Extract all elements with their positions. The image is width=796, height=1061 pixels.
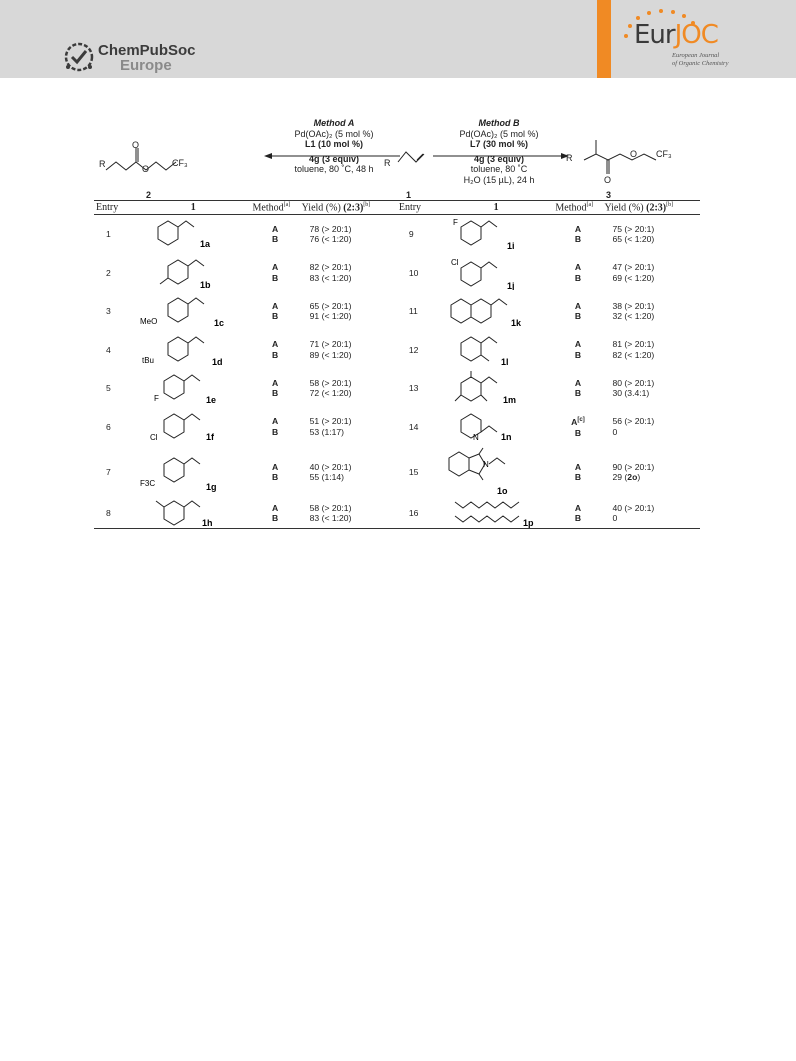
- r-label-center: R: [384, 158, 391, 168]
- o-label-left: O: [142, 164, 150, 174]
- yield-cell: [602, 446, 700, 498]
- col-entry-left: Entry: [94, 201, 136, 215]
- o-label-left-top: O: [132, 140, 140, 150]
- table-row: [94, 446, 700, 498]
- yield-a: 58 (> 20:1): [309, 377, 352, 388]
- substrate-structure: [439, 369, 553, 408]
- entry-number: 8: [94, 498, 136, 529]
- method-cell: [251, 215, 300, 254]
- yield-cell: [602, 498, 700, 529]
- yield-b-compound: 2o: [627, 472, 638, 482]
- yield-a: 82 (> 20:1): [309, 262, 352, 273]
- yield-cell: [602, 254, 700, 293]
- method-a: A: [574, 300, 582, 311]
- method-cell: [553, 408, 602, 447]
- substituent-label: Cl: [450, 257, 459, 267]
- method-cell: [251, 408, 300, 447]
- o-label-right-bottom: O: [604, 175, 612, 185]
- compound-label: 1o: [496, 486, 508, 496]
- yield-b: 83 (< 1:20): [309, 513, 352, 523]
- method-a: A: [271, 300, 279, 311]
- method-cell: [251, 331, 300, 370]
- yield-cell: [300, 498, 397, 529]
- yield-a: 81 (> 20:1): [612, 339, 655, 350]
- substrate-structure: [439, 331, 553, 370]
- method-b: B: [574, 388, 582, 399]
- yield-b: 53 (1:17): [309, 426, 345, 437]
- col-method-left: [251, 201, 300, 215]
- r-label-right: R: [566, 153, 573, 163]
- method-a: A: [271, 223, 279, 234]
- entry-number: 4: [106, 344, 111, 355]
- entry-number: 3: [106, 306, 111, 317]
- yield-cell: [602, 408, 700, 447]
- method-a: A: [574, 461, 582, 472]
- substituent-label: N: [472, 432, 479, 442]
- method-a: A: [574, 377, 582, 388]
- method-b: B: [574, 427, 582, 438]
- method-a: A: [271, 502, 279, 513]
- arrow-left-icon: [264, 152, 404, 160]
- col-yield-left: [300, 201, 397, 215]
- compound-label: 1b: [200, 279, 211, 290]
- accent-bar: [597, 0, 611, 78]
- yield-b: 83 (< 1:20): [309, 272, 352, 283]
- table-row: [94, 215, 700, 254]
- method-b: B: [574, 311, 582, 322]
- method-a: A: [574, 262, 582, 273]
- method-cell: [553, 446, 602, 498]
- method-a: [553, 415, 602, 427]
- yield-note: [b]: [363, 201, 371, 208]
- journal-fullname: [672, 52, 728, 67]
- journal-sub-2: of Organic Chemistry: [672, 59, 729, 67]
- col-substrate-left: 1: [136, 201, 250, 215]
- entry-number: 11: [408, 306, 418, 317]
- yield-ratio: (2:3): [343, 202, 364, 214]
- method-cell: [553, 254, 602, 293]
- product-2-structure: [94, 132, 204, 182]
- method-cell: [553, 292, 602, 331]
- method-header: Method: [252, 202, 284, 214]
- substituent-label: N: [482, 460, 489, 469]
- substituent-label: MeO: [140, 317, 158, 327]
- yield-cell: [300, 369, 397, 408]
- method-b: B: [271, 472, 279, 482]
- yield-b: 82 (< 1:20): [612, 349, 655, 360]
- method-cell: [553, 369, 602, 408]
- method-note-2: [a]: [586, 201, 594, 208]
- table-row: [94, 408, 700, 447]
- yield-b: 91 (< 1:20): [309, 311, 352, 322]
- method-b: B: [271, 513, 279, 523]
- yield-a: 56 (> 20:1): [612, 416, 655, 427]
- method-a-conditions: [264, 118, 404, 175]
- method-cell: [251, 498, 300, 529]
- compound-label: 1c: [214, 318, 225, 329]
- yield-note-2: [b]: [666, 201, 674, 208]
- method-b: B: [271, 349, 279, 360]
- method-cell: [553, 331, 602, 370]
- yield-cell: [300, 446, 397, 498]
- substrate-structure: [439, 254, 553, 293]
- yield-b-part1: 29 (: [612, 472, 628, 482]
- compound-label: 1j: [506, 280, 515, 290]
- compound-1-label: 1: [406, 190, 412, 200]
- entry-number: 5: [106, 383, 111, 394]
- compound-label: 1m: [502, 395, 516, 406]
- yield-a: 47 (> 20:1): [612, 262, 655, 273]
- yield-cell: [602, 215, 700, 254]
- yield-cell: [602, 292, 700, 331]
- journal-logo: [634, 20, 718, 50]
- compound-label: 1f: [206, 431, 215, 442]
- substituent-label: F: [452, 218, 458, 228]
- yield-b: 0: [612, 426, 618, 437]
- substrate-structure: [136, 369, 250, 408]
- yield-b: 0: [612, 513, 618, 523]
- method-header-2: Method: [555, 202, 587, 214]
- entry-number: 7: [106, 467, 111, 477]
- yield-b: 65 (< 1:20): [612, 234, 655, 245]
- yield-a: 80 (> 20:1): [612, 377, 655, 388]
- method-b-line3: 4g (3 equiv): [473, 153, 524, 164]
- yield-a: 71 (> 20:1): [309, 339, 352, 350]
- yield-a: 40 (> 20:1): [309, 461, 352, 472]
- method-a: A: [271, 377, 279, 388]
- yield-b: 76 (< 1:20): [309, 234, 352, 245]
- o-label-right: O: [630, 149, 638, 159]
- compound-3-label: 3: [606, 190, 612, 200]
- method-b: B: [271, 311, 279, 322]
- yield-cell: [300, 254, 397, 293]
- compound-label: 1i: [506, 241, 515, 252]
- yield-a: 40 (> 20:1): [612, 502, 655, 513]
- compound-label: 1a: [200, 239, 211, 250]
- r-label-left: R: [99, 159, 106, 169]
- compound-label: 1g: [206, 482, 217, 492]
- method-b: B: [271, 234, 279, 245]
- method-b-title: Method B: [478, 118, 520, 128]
- method-a-line3: 4g (3 equiv): [308, 153, 359, 164]
- method-a-line4: toluene, 80 ˚C, 48 h: [294, 164, 374, 174]
- yield-a: 90 (> 20:1): [612, 461, 655, 472]
- col-method-right: [553, 201, 602, 215]
- method-b: B: [271, 426, 279, 437]
- compound-label: 1k: [510, 318, 521, 329]
- yield-cell: [602, 331, 700, 370]
- yield-a: 58 (> 20:1): [309, 502, 352, 513]
- method-note: [a]: [283, 201, 291, 208]
- entry-number: 16: [397, 498, 439, 529]
- method-a-title: Method A: [313, 118, 355, 128]
- entry-number: 9: [408, 229, 414, 240]
- method-b-line5: H₂O (15 µL), 24 h: [463, 174, 535, 185]
- table-row: [94, 254, 700, 293]
- yield-b: 30 (3.4:1): [612, 388, 650, 399]
- publisher-name: ChemPubSoc: [98, 42, 196, 59]
- substituent-label: F3C: [140, 479, 156, 488]
- method-b: B: [271, 272, 279, 283]
- substrate-structure: [439, 408, 553, 447]
- method-cell: [251, 369, 300, 408]
- substituent-label: F: [154, 394, 159, 404]
- substrate-structure: [439, 498, 553, 529]
- method-a: A: [271, 339, 279, 350]
- yield-cell: [300, 408, 397, 447]
- entry-number: 10: [408, 267, 419, 278]
- method-cell: [251, 292, 300, 331]
- yield-b: 55 (1:14): [309, 472, 345, 482]
- logo-part-joc: JOC: [674, 20, 718, 50]
- yield-b-part3: ): [637, 472, 641, 482]
- yield-header-2: Yield (%): [604, 202, 647, 214]
- yield-b: [612, 472, 700, 483]
- journal-header: [0, 0, 796, 78]
- method-a-line1: Pd(OAc)₂ (5 mol %): [294, 128, 374, 139]
- method-b: B: [574, 272, 582, 283]
- yield-cell: [300, 215, 397, 254]
- substrate-structure: [136, 254, 250, 293]
- col-entry-right: Entry: [397, 201, 439, 215]
- method-a: A: [271, 461, 279, 472]
- col-substrate-right: 1: [439, 201, 553, 215]
- method-b: B: [271, 388, 279, 399]
- entry-number: 15: [408, 467, 419, 477]
- method-a: A: [574, 502, 582, 513]
- entry-number: 6: [106, 421, 111, 432]
- method-a-label: A: [571, 417, 578, 428]
- entry-number: 1: [106, 229, 111, 240]
- method-b-line2: L7 (30 mol %): [469, 139, 528, 149]
- yield-ratio-2: (2:3): [646, 202, 667, 214]
- yield-a: 38 (> 20:1): [612, 300, 655, 311]
- method-b: B: [574, 513, 582, 523]
- method-a: A: [574, 339, 582, 350]
- compound-label: 1n: [500, 431, 512, 442]
- cf3-label-right: CF₃: [656, 149, 672, 159]
- substrate-1-structure: [390, 144, 426, 170]
- reaction-scheme: [94, 118, 700, 202]
- entry-number: 14: [408, 421, 419, 432]
- compound-label: 1e: [206, 395, 217, 406]
- chempubsoc-logo-icon: [62, 40, 96, 74]
- method-a: A: [271, 416, 279, 427]
- table-row: [94, 498, 700, 529]
- method-b-line4: toluene, 80 ˚C: [470, 164, 528, 174]
- compound-2-label: 2: [146, 190, 152, 200]
- substrate-structure: [136, 215, 250, 254]
- logo-part-eur: Eur: [634, 20, 675, 50]
- publisher-subname: Europe: [120, 57, 172, 74]
- cf3-label-left: CF₃: [172, 158, 188, 168]
- substituent-label: tBu: [142, 355, 155, 365]
- substrate-structure: [439, 215, 553, 254]
- method-a-line2: L1 (10 mol %): [304, 139, 363, 149]
- method-cell: [553, 215, 602, 254]
- yield-a: 75 (> 20:1): [612, 223, 655, 234]
- compound-label: 1d: [212, 356, 223, 367]
- yield-a: 51 (> 20:1): [309, 416, 352, 427]
- table-header-row: [94, 201, 700, 215]
- method-b-line1: Pd(OAc)₂ (5 mol %): [459, 128, 539, 139]
- substrate-structure: [136, 498, 250, 529]
- yield-a: 65 (> 20:1): [309, 300, 352, 311]
- substrate-structure: [136, 292, 250, 331]
- table-row: [94, 331, 700, 370]
- yield-cell: [602, 369, 700, 408]
- yield-b: 89 (< 1:20): [309, 349, 352, 360]
- yield-a: 78 (> 20:1): [309, 223, 352, 234]
- entry-number: 13: [408, 383, 419, 394]
- yield-cell: [300, 292, 397, 331]
- method-cell: [553, 498, 602, 529]
- table-row: [94, 292, 700, 331]
- col-yield-right: [602, 201, 700, 215]
- substrate-structure: [136, 446, 250, 498]
- yield-header: Yield (%): [301, 202, 344, 214]
- journal-sub-1: European Journal: [672, 52, 720, 59]
- substrate-structure: [136, 331, 250, 370]
- yield-b: 32 (< 1:20): [612, 311, 655, 322]
- method-a: A: [271, 262, 279, 273]
- method-b: B: [574, 349, 582, 360]
- substrate-structure: [439, 292, 553, 331]
- compound-label: 1p: [522, 518, 534, 528]
- substrate-structure: [439, 446, 553, 498]
- compound-label: 1l: [500, 356, 509, 367]
- entry-number: 12: [408, 344, 419, 355]
- method-cell: [251, 254, 300, 293]
- method-a: A: [574, 223, 582, 234]
- method-b: B: [574, 234, 582, 245]
- table-row: [94, 369, 700, 408]
- method-b: B: [574, 472, 582, 482]
- entry-number: 2: [106, 267, 111, 278]
- arrow-right-icon: [429, 152, 569, 160]
- yield-b: 69 (< 1:20): [612, 272, 655, 283]
- yield-b: 72 (< 1:20): [309, 388, 352, 399]
- substituent-label: Cl: [150, 432, 158, 442]
- yield-cell: [300, 331, 397, 370]
- results-table: [94, 200, 700, 529]
- substrate-structure: [136, 408, 250, 447]
- method-cell: [251, 446, 300, 498]
- method-a-note: [c]: [577, 417, 585, 424]
- compound-label: 1h: [202, 518, 213, 528]
